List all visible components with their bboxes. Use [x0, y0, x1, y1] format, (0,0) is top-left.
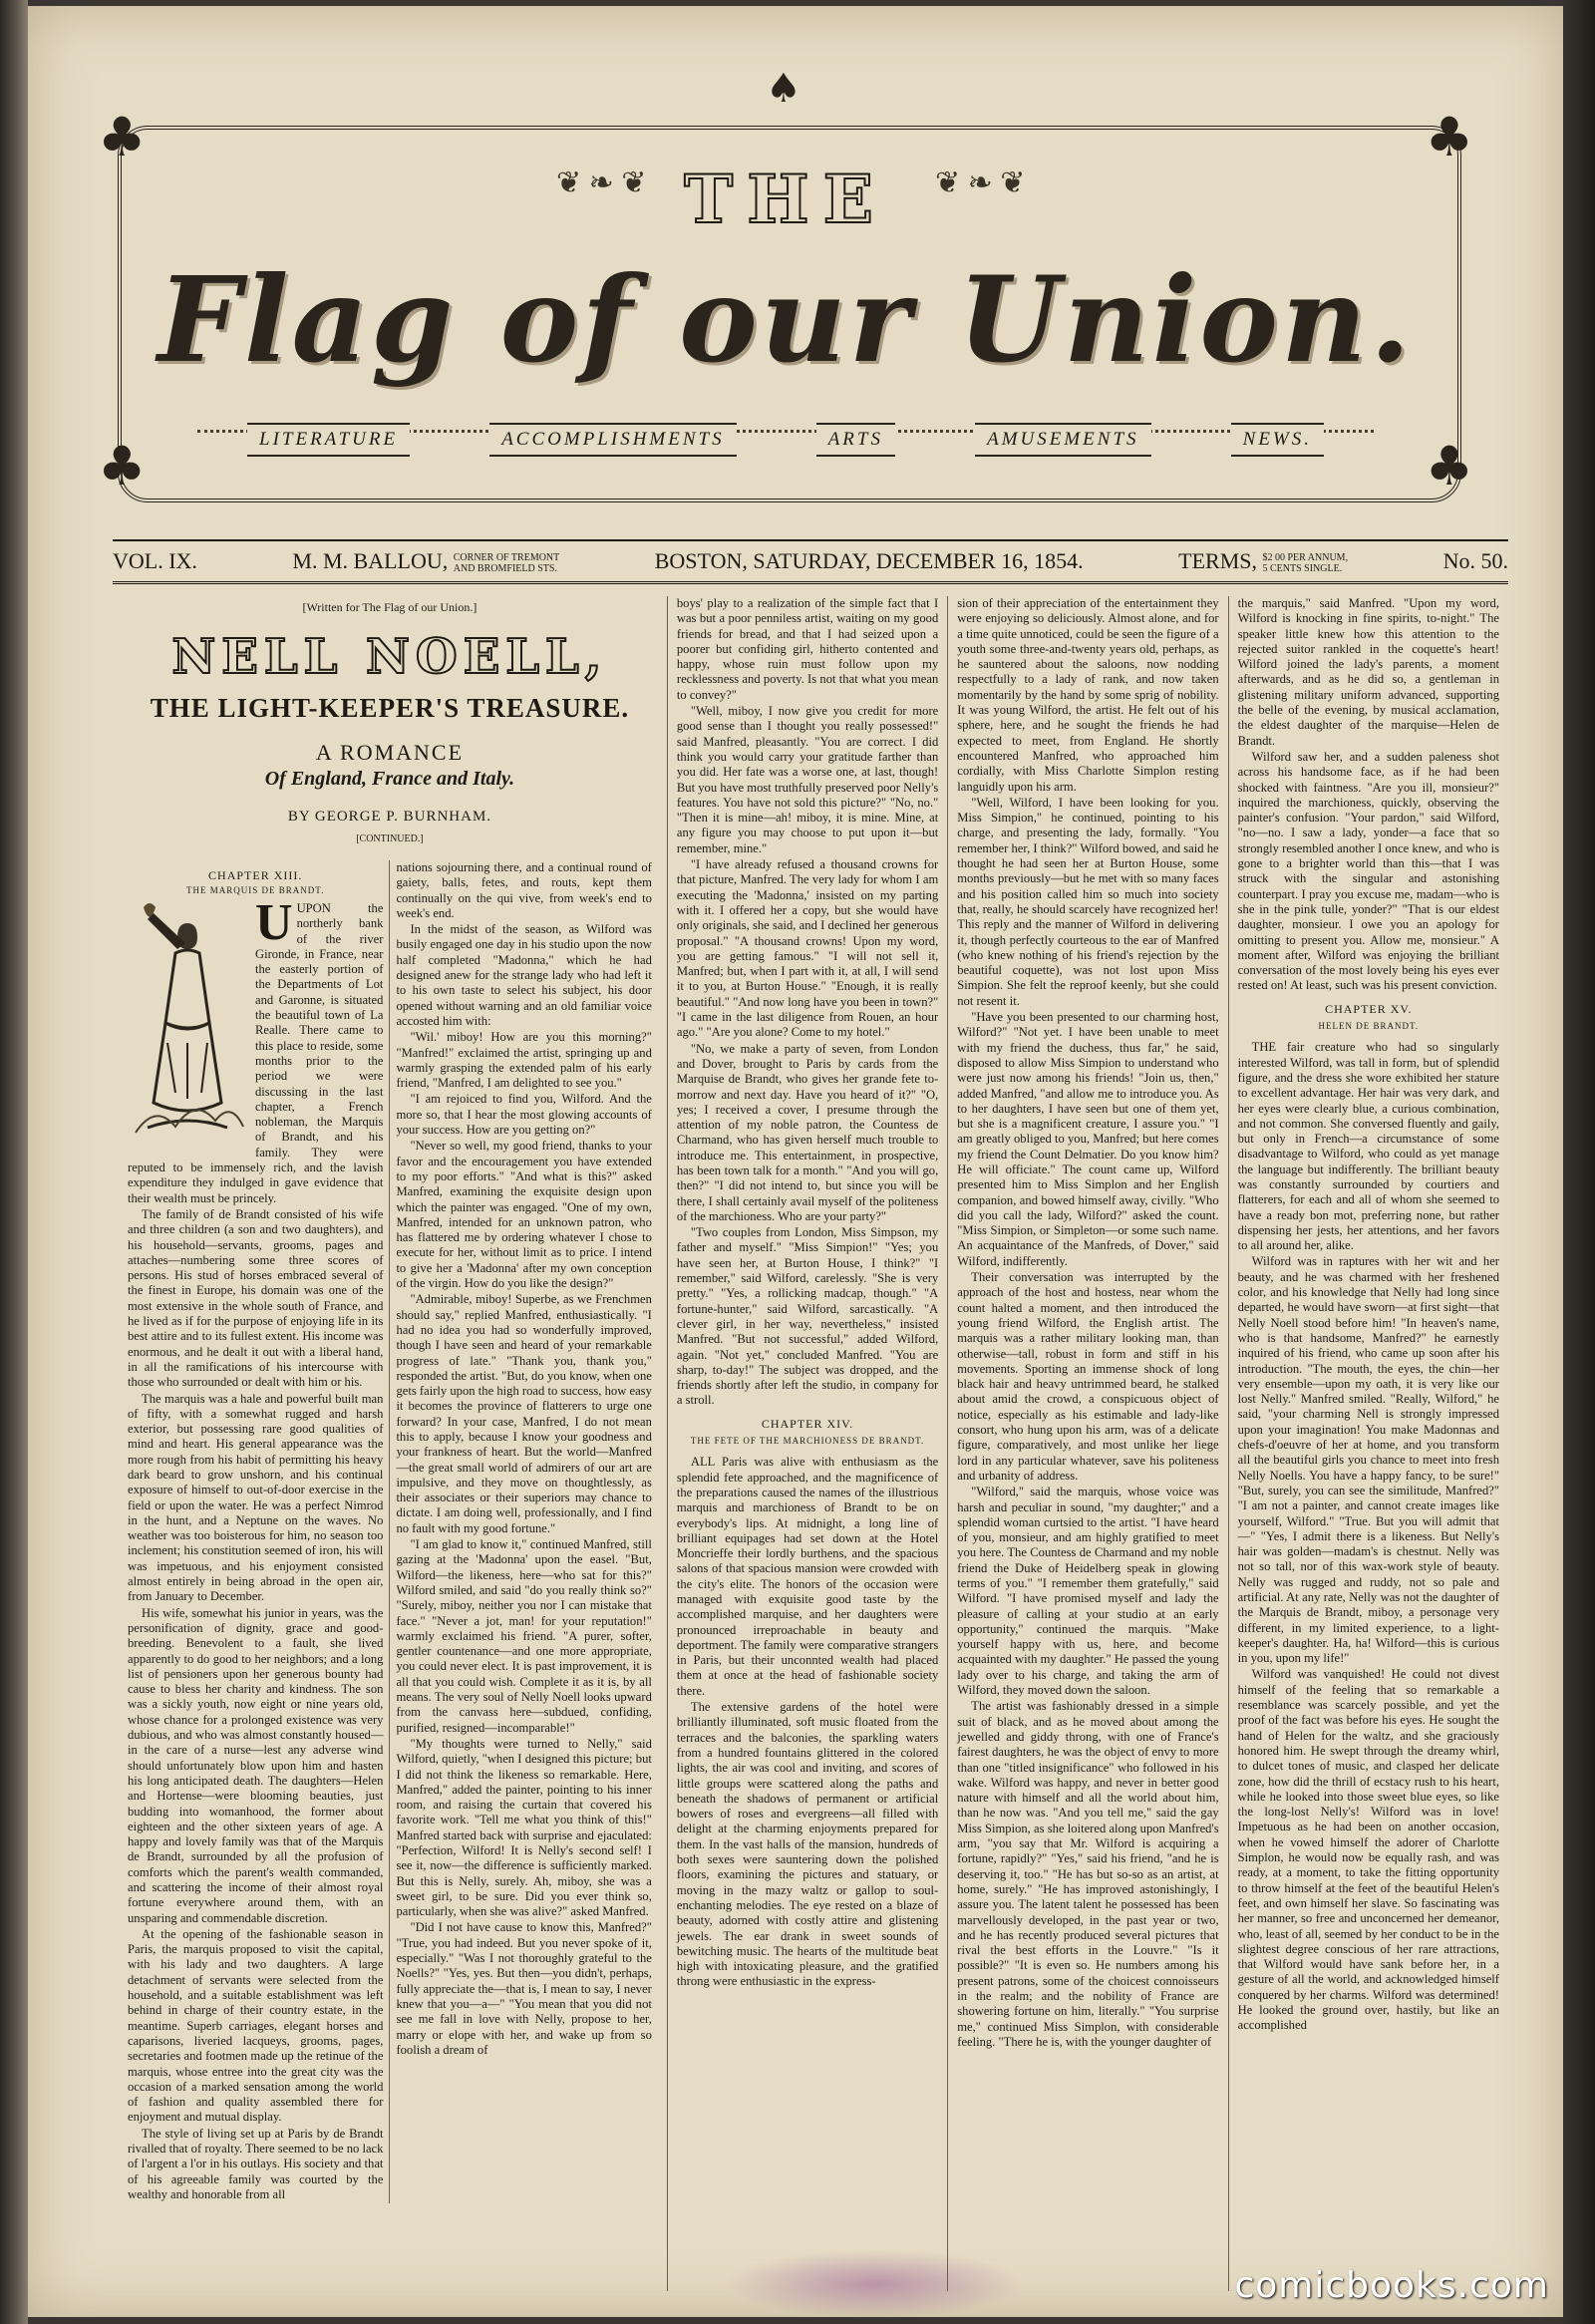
column-3: [667, 596, 947, 2291]
clover-ornament-icon: ♣: [1425, 106, 1473, 168]
paragraph: "No, we make a party of seven, from London and Dover, brought to Paris by cards from the Marquise de Brandt, who gives her grande fete to-morrow and next day. Have you heard of it?" "O, yes; I received a cover, I presume through the attention of my noble patron, the Countess de Charmand, who has given herself much trouble to introduce me. This entertainment, in prospective, has been town talk for a month." "And you will go, then?" "I did not intend to, but since you will be there, I shall certainly avail myself of the politeness of the marchioness. Who are your party?": [676, 1041, 939, 1223]
drop-cap: U: [255, 894, 293, 951]
volume-number: VOL. IX.: [113, 548, 197, 573]
issue-info-bar: [113, 539, 1508, 584]
paragraph: the marquis," said Manfred. "Upon my word, Wilford is knocking in fine spirits, to-night." The speaker little knew how this attention to the rejected suitor rankled in the coquette's heart! Wilford joined the lady's parents, a moment afterwards, and as he did so, a gentleman in glistening military uniform advanced, supporting the belle of the evening, by musical acclamation, the eldest daughter of the marquise—Helen de Brandt.: [1237, 596, 1499, 748]
page-edge: [1563, 0, 1595, 2324]
publisher-address: CORNER OF TREMONT AND BROMFIELD STS.: [453, 551, 560, 574]
terms: TERMS, $2 00 PER ANNUM, 5 CENTS SINGLE.: [1178, 548, 1349, 574]
ink-stain: [726, 2249, 1025, 2317]
column-text: [396, 860, 651, 2058]
paragraph: The marquis was a hale and powerful built man of fifty, with a somewhat rugged and harsh exterior, but possessing rare good qualities of mind and heart. His general appearance was the more rough from his habit of permitting his heavy dark beard to grow unshorn, and his continual exposure of himself to out-of-door exercise in the field or upon the water. He was a perfect Nimrod in the hunt, and a Neptune on the waves. No weather was too boisterous for him, no season too inclement; his constitution seemed of iron, his will was impetuous, and his enjoyment consisted almost entirely in being abroad in the open air, from January to December.: [128, 1391, 384, 1604]
paragraph: "I have already refused a thousand crowns for that picture, Manfred. The very lady for whom I am executing the 'Madonna,' insisted on my parting with it. I offered her a copy, but she would have only originals, she said, and I declined her generous proposal." "A thousand crowns! Upon my word, you are getting famous." "I will not sell it, Manfred; but, when I part with it, at all, I will send it to you, at Burton House." "Enough, it is really beautiful." "And now long have you been in town?" "I came in the last diligence from Rouen, an hour ago." "Are you alone? Come to my hotel.": [676, 857, 939, 1040]
paragraph: sion of their appreciation of the entertainment they were enjoying so deliciously. Almost alone, and for a time quite unnoticed, could be seen the figure of a youth some three-and-twenty years old, perhaps, as he sauntered about the saloons, now nodding respectfully to a lady of rank, and now taken momentarily by the hand by some sprig of nobility. It was young Wilford, the artist. He felt out of his sphere, here, and he sought the friends he had expected to meet, from England. He shortly encountered Manfred, who approached him cordially, with Miss Charlotte Simplon resting languidly upon his arm.: [957, 596, 1219, 794]
story-title: NELL NOELL,: [171, 629, 608, 685]
story-split-columns: [122, 860, 658, 2203]
paragraph: "Two couples from London, Miss Simpson, my father and myself." "Miss Simpion!" "Yes; you have seen her, at Burton House, I think?" "I remember," said Wilford, carelessly. "She is very pretty." "Yes, a rollicking madcap, though." "A fortune-hunter," said Wilford, sarcastically. "A clever girl, in her way, nevertheless," insisted Manfred. "But not successful," added Wilford, again. "Not yet," concluded Manfred. "You are sharp, to-day!" The subject was dropped, and the friends shortly after left the studio, in company for a stroll.: [676, 1225, 939, 1408]
chapter-heading: CHAPTER XV.: [1325, 1001, 1413, 1016]
watermark: comicbooks.com: [1234, 2265, 1549, 2306]
column-text: [1238, 596, 1499, 2034]
paragraph: In the midst of the season, as Wilford was busily engaged one day in his studio upon the now half completed "Madonna," which he had designed anew for the strange lady who had left it to his own taste to select his subject, his door opened without warning and an old familiar voice accosted him with:: [396, 922, 652, 1028]
clover-ornament-icon: ♣: [1425, 435, 1473, 498]
paragraph: His wife, somewhat his junior in years, was the personification of dignity, grace and good-breeding. Benevolent to a fault, she lived apparently to do good to her neighbors; and a long list of pensioners upon her generous bounty had cause to bless her charity and kindness. The son was a sickly youth, now eight or nine years old, whose chance for a prolonged existence was very dubious, and who was almost constantly housed—in the care of a nurse—lest any adverse wind should unfortunately blow upon him and hasten his long anticipated death. The daughters—Helen and Hortense—were blooming beauties, just budding into womanhood, the former about eighteen and the other sixteen years of age. A happy and lovely family was that of the Marquis de Brandt, surrounded by all the profusion of comforts which the parent's wealth commanded, and scattering the income of their almost royal fortune everywhere around them, with an unsparing and commendable discretion.: [128, 1605, 384, 1925]
paragraph: "Well, Wilford, I have been looking for you. Miss Simpion," he continued, pointing to his charge, and presenting the lady, formally. "You remember her, I think?" Wilford bowed, and said he thought he had seen her at Burton House, some months previously—but he met with so many faces and his position called him so much into society that, really, he should scarcely have recognized her! This reply and the manner of Wilford in delivering it, though perfectly courteous to the ear of Manfred (who knew nothing of his friend's rejection by the beautiful coquette), was not lost upon Miss Simpion. She felt the reproof keenly, but she could not resent it.: [957, 795, 1219, 1008]
paragraph: The family of de Brandt consisted of his wife and three children (a son and two daughters), and his household—servants, grooms, pages and attaches—numbering some three scores of persons. His stud of horses embraced several of the finest in Europe, his domain was one of the most extensive in the whole south of France, and he lived as if for the purpose of enjoying life in its best attire and to its fullest extent. His income was enormous, and he dealt it out with a liberal hand, in all the ramifications of his intercourse with those who surrounded or dealt with him or his.: [128, 1206, 384, 1390]
column-1-2: [113, 596, 667, 2291]
paragraph: THE fair creature who had so singularly interested Wilford, was tall in form, but of splendid figure, and the dress she wore exhibited her stature to excellent advantage. Her hair was very dark, and her eyes were clearly blue, a curious combination, and not common. She conversed fluently and gaily, but only in French—a circumstance of some disadvantage to Wilford, who could as yet manage the language but indifferently. The brilliant beauty was constantly surrounded by courtiers and flatterers, for each and all of whom she seemed to have a ready bon mot, preferring none, but rather dispensing her jests, her attentions, and her favors to all around her, alike.: [1237, 1040, 1499, 1253]
paragraph: "Well, miboy, I now give you credit for more good sense than I thought you really possessed!" said Manfred, pleasantly. "You are correct. I did think you would carry your gratitude farther than you did. Her fate was a worse one, at last, though! But you have most truthfully preserved poor Nelly's features. You have not sold this picture?" "No, no." "Then it is mine—ah! miboy, it is mine. Mine, at any figure you may choose to put upon it—but remember, mine.": [676, 704, 939, 855]
chapter-heading: CHAPTER XIV.: [761, 1416, 854, 1431]
byline: BY GEORGE P. BURNHAM.: [287, 809, 492, 825]
masthead-the: THE: [684, 161, 887, 238]
publisher: M. M. BALLOU, CORNER OF TREMONT AND BROMFIELD STS.: [292, 548, 560, 574]
story-setting: Of England, France and Italy.: [264, 768, 515, 790]
paragraph: "Wil.' miboy! How are you this morning?" "Manfred!" exclaimed the artist, springing up and warmly grasping the extended palm of his early friend, "Manfred, I am delighted to see you.": [396, 1030, 652, 1091]
ribbon-word: ACCOMPLISHMENTS: [489, 423, 736, 457]
chapter-subheading: THE FETE OF THE MARCHIONESS DE BRANDT.: [690, 1436, 925, 1447]
column-1: [122, 860, 389, 2203]
paragraph: "Did I not have cause to know this, Manfred?" "True, you had indeed. But you never spoke of it, especially." "Was I not thoroughly grateful to the Noells?" "Yes, yes. But then—you didn't, perhaps, fully appreciate the—that is, I mean to say, I never knew that you—a—" "You mean that you did not see me fall in love with Nelly, propose to her, marry or elope with her, and wake up from so foolish a dream of: [396, 1920, 652, 2057]
paragraph: The extensive gardens of the hotel were brilliantly illuminated, soft music floated from the terraces and the balconies, the sparkling waters from a hundred fountains glittered in the colored lights, the air was cool and inviting, and scores of little groups were scattered along the paths and beneath the shadows of permanent or artificial bowers of roses and evergreens—all filled with delight at the charming enjoyments prepared for them. In the vast halls of the mansion, hundreds of both sexes were sauntering down the polished floors, examining the pictures and statuary, or moving in the mazy waltz or gallop to soul-enchanting melodies. The eye rested on a blaze of beauty, adorned with costly attire and glistening jewels. The ear drank in sweet sounds of bewitching music. The hearts of the multitude beat high with intoxicating pleasure, and the gratified throng were enthusiastic in the express-: [676, 1700, 939, 1989]
laurel-left-icon: ❦ ❧ ❦: [556, 166, 647, 199]
column-text: [957, 596, 1218, 2050]
paragraph: nations sojourning there, and a continual round of gaiety, balls, fetes, and routs, kept them continually on the qui vive, from week's end to week's end.: [396, 860, 652, 920]
ribbon-word: AMUSEMENTS: [975, 423, 1150, 457]
article-columns: [113, 596, 1508, 2291]
column-4: [947, 596, 1227, 2291]
laurel-right-icon: ❦ ❧ ❦: [935, 166, 1026, 199]
paragraph: The style of living set up at Paris by de Brandt rivalled that of royalty. There seemed to be no lack of l'argent a l'or in his outlays. His society and that of his agreeable family was courted by the wealthy and honorable from all: [128, 2126, 384, 2201]
dateline: BOSTON, SATURDAY, DECEMBER 16, 1854.: [654, 548, 1084, 573]
column-text: [128, 894, 384, 2202]
paragraph: Their conversation was interrupted by the approach of the host and hostess, near whom the count halted a moment, and then introduced the young friend Wilford, the English artist. The marquis was a rather military looking man, than otherwise—tall, robust in form and stiff in his movements. Sporting an immense shock of long black hair and heavy untrimmed beard, he stalked about amid the crowd, a conspicuous object of notice, especially as his estimable and lady-like consort, who hung upon his arm, was of a delicate figure, comparatively, and most unlike her liege lord in any particular whatever, save his politeness and urbanity of address.: [957, 1270, 1219, 1483]
clover-ornament-icon: ♣: [98, 435, 147, 498]
column-2: [389, 860, 657, 2203]
column-text: [677, 596, 938, 1990]
story-subtitle: THE LIGHT-KEEPER'S TREASURE.: [150, 693, 630, 723]
paragraph: Wilford saw her, and a sudden paleness shot across his handsome face, as if he had been shocked with faintness. "Are you ill, monsieur?" inquired the marchioness, quickly, observing the painter's confusion. "Your pardon," said Wilford, "no—no. I saw a lady, yonder—a face that so strongly resembled another I once knew, and who is gone to a brighter world than this—that I was struck with the singular and astonishing counterpart. I pray you excuse me, madam—who is she in the pink tulle, yonder?" "That is our eldest daughter, monsieur. I owe you an apology for omitting to present you. Allow me, monsieur." A moment after, Wilford was enjoying the brilliant conversation of the most lovely being his eyes ever rested on! At least, such was his present conviction.: [1237, 749, 1499, 993]
masthead-title: Flag of our Union.: [157, 250, 1415, 389]
woman-with-torch-illustration: [128, 903, 247, 1143]
clover-ornament-icon: ♣: [98, 106, 147, 168]
spade-ornament-icon: ♠: [766, 66, 801, 112]
ribbon-word: ARTS: [816, 423, 895, 457]
paragraph: Wilford was in raptures with her wit and her beauty, and he was charmed with her freshened color, and his knowledge that Nelly had long since departed, he would have sworn—at first sight—that Nelly Noell stood before him! "In heaven's name, who is that handsome, Manfred?" he earnestly inquired of his friend, who came up soon after his introduction. "The mouth, the eyes, the chin—her very ensemble—upon my oath, it is very like our lost Nelly." Manfred smiled. "Really, Wilford," he said, "your charming Nell is strongly impressed upon your imagination! You make Madonnas and chefs-d'oeuvre of her at home, and you transform all the beautiful girls you chance to meet into fresh Nelly Noells. You have a happy fancy, to be sure!" "But, surely, you can see the similitude, Manfred?" "I am not a painter, and cannot create images like yourself, Wilford." "True. But you will admit that—" "Yes, I admit there is a likeness. But Nelly's hair was golden—madam's is chestnut. Nelly was not so tall, nor of this wax-work style of beauty. Nelly was rugged and ruddy, not so pale and artificial. At any rate, Nelly was not the daughter of the Marquis de Brandt, miboy, a personage very different, in my limited experience, to a light-keeper's daughter. Ha, ha! Wilford—this is curious in you, upon my life!": [1237, 1254, 1499, 1666]
paragraph: "Wilford," said the marquis, whose voice was harsh and peculiar in sound, "my daughter;" and a splendid woman curtsied to the artist. "I have heard of you, monsieur, and am highly gratified to meet you here. The Countess de Charmand and my noble friend the Duke of Heidelberg speak in glowing terms of you." "I remember them gratefully," said Wilford. "I have promised myself and lady the pleasure of calling at your studio at an early opportunity," continued the marquis. "Make yourself happy with us, here, and become acquainted with my daughter." He passed the young lady over to his charge, and taking the arm of Wilford, they moved down the saloon.: [957, 1485, 1219, 1698]
chapter-subheading: HELEN DE BRANDT.: [1318, 1021, 1420, 1032]
written-for-note: [Written for The Flag of our Union.]: [302, 600, 478, 614]
paragraph: "My thoughts were turned to Nelly," said Wilford, quietly, "when I designed this picture; but I did not think the likeness so remarkable. Here, Manfred," added the painter, pointing to his inner room, and raising the curtain that covered his favorite work. "Tell me what you think of this!" Manfred started back with surprise and ejaculated: "Perfection, Wilford! It is Nelly's second self! I see it, now—the difference is sufficiently marked. But this is Nelly, surely. Ah, miboy, she was a sweet girl, to be sure. Did you ever think so, particularly, when she was alive?" asked Manfred.: [396, 1736, 652, 1919]
paragraph: UPON the northerly bank of the river Gironde, in France, near the easterly portion of the Departments of Lot and Garonne, is situated the beautiful town of La Realle. There came to this place to reside, some months prior to the period we were discussing in the last chapter, a French nobleman, the Marquis of Brandt, and his family. They were reputed to be immensely rich, and the lavish expenditure they indulged in gave evidence that their wealth must be princely.: [128, 901, 384, 1205]
column-5: [1228, 596, 1508, 2291]
ribbon-word: LITERATURE: [247, 423, 410, 457]
chapter-subheading: THE MARQUIS DE BRANDT.: [186, 885, 325, 895]
paragraph: "I am rejoiced to find you, Wilford. And the more so, that I hear the most glowing accounts of your success. How are you getting on?": [396, 1092, 652, 1138]
story-kind: A ROMANCE: [315, 740, 465, 765]
paragraph: ALL Paris was alive with enthusiasm as the splendid fete approached, and the magnificence of the preparations caused the names of the illustrious marquis and marchioness of Brandt to be on everybody's lips. At midnight, a long line of brilliant equipages had set down at the Hotel Moncrieffe their lordly burthens, and the spacious salons of that spacious mansion were crowded with the city's elite. The honors of the occasion were managed with exquisite good taste by the accomplished marquise, and her daughters were pronounced irreproachable in beauty and deportment. The family were comparative strangers in Paris, but their unconnted wealth had placed them at once at the head of fashionable society there.: [676, 1455, 939, 1698]
ribbon-word: NEWS.: [1231, 423, 1324, 457]
paragraph: "Admirable, miboy! Superbe, as we Frenchmen should say," replied Manfred, enthusiastically. "I had no idea you had so wonderfully improved, though I have seen and heard of your remarkable progress of late." "Thank you, thank you," responded the artist. "But, do you know, when one gets fairly upon the high road to success, how easy it becomes the province of flatterers to urge one forward? In your case, Manfred, I do not mean this to apply, because I know your goodness and your frankness of heart. But the world—Manfred—the great small world of admirers of our art are impulsive, and they move on thoughtlessly, as their associates or their superiors may chance to dictate. I am doing well, professionally, and I find no fault with my good fortune.": [396, 1292, 652, 1535]
newspaper-page: [28, 6, 1563, 2317]
paragraph: At the opening of the fashionable season in Paris, the marquis proposed to visit the capital, with his lady and two daughters. A large detachment of servants were selected from the household, and a suitable establishment was left behind in charge of their country estate, in the meantime. Superb carriages, elegant horses and caparisons, liveried lacqueys, grooms, pages, secretaries and footmen made up the retinue of the marquis, whose entree into the great city was the occasion of a marked sensation among the world of fashion and quality assembled there for enjoyment and mutual display.: [128, 1926, 384, 2125]
paragraph: The artist was fashionably dressed in a simple suit of black, and as he moved about among the jewelled and giddy throng, with one of France's fairest daughters, he was the object of envy to more than one "titled insignificance" who followed in his wake. Wilford was happy, and never in better good nature with himself and all the world about him, than he now was. "And you tell me," said the gay Miss Simpion, as she loitered along upon Manfred's arm, "you say that Mr. Wilford is acquiring a fortune, rapidly?" "Yes," said his friend, "and he is deserving it, too." "He has but so-so as an artist, at home, surely." "He has improved astonishingly, I assure you. The latent talent he possessed has been marvellously developed, in the past year or two, and he has recently produced several pictures that rival the best efforts in the Louvre." "Is it possible?" "It is even so. He numbers among his present patrons, some of the choicest connoisseurs in the realm; and the nobility of France are showering fortune on him, literally." "You surprise me," continued Miss Simplon, with considerable feeling. "There he is, with the younger daughter of: [957, 1699, 1219, 2049]
page-binding: [0, 0, 28, 2324]
paragraph: boys' play to a realization of the simple fact that I was but a poor penniless artist, waiting on my good friends for bread, and that I had seized upon a poorer but confiding girl, hitherto contented and happy, whose ruin must follow upon my recklessness and poverty. Is not that what you mean to convey?": [676, 596, 939, 702]
paragraph: "I am glad to know it," continued Manfred, still gazing at the 'Madonna' upon the easel. "But, Wilford—the likeness, here—who sat for this?" Wilford smiled, and said "do you really think so?" "Surely, miboy, neither you nor I can mistake that face." "Never a jot, man! for your reputation!" warmly exclaimed his friend. "A purer, softer, gentler countenance—and one more appropriate, you could never elect. It is past improvement, it is all that you could wish. Complete it as it is, by all means. The very soul of Nelly Noell looks upward from the canvass here—subdued, confiding, purified, resigned—incomparable!": [396, 1537, 652, 1735]
continued-note: [CONTINUED.]: [356, 833, 424, 844]
issue-number: No. 50.: [1442, 548, 1508, 573]
masthead-ribbon: [247, 405, 1324, 475]
terms-detail: $2 00 PER ANNUM, 5 CENTS SINGLE.: [1262, 551, 1349, 574]
chapter-heading: CHAPTER XIII.: [208, 868, 303, 882]
paragraph: Wilford was vanquished! He could not divest himself of the feeling that so remarkable a resemblance was scarcely possible, and yet the proof of the fact was before his eyes. He sought the hand of Helen for the waltz, and she graciously honored him. He swept through the dreamy whirl, to dulcet tones of music, and clasped her delicate zone, how did the thrill of ecstacy rush to his heart, while he looked into those sweet blue eyes, so like the long-lost Nelly's! Wilford was in love! Impetuous as he had been on another occasion, when he vowed himself the adorer of Charlotte Simplon, he would now be equally rash, and was ready, at a moment, to take the fitting opportunity to throw himself at the feet of the beautiful Helen's feet, and own himself her slave. So fascinating was her manner, so free and unconcerned her demeanor, who, least of all, seemed by her conduct to be in the slightest degree conscious of her rare attractions, that Wilford would have sank before her, in a gesture of all the world, and acknowledged himself conquered by her charms. Wilford was determined! He looked the ground over, hastily, but like an accomplished: [1237, 1667, 1499, 2033]
paragraph: "Have you been presented to our charming host, Wilford?" "Not yet. I have been unable to meet with my friend the duchess, thus far," he said, disposed to allow Miss Simpion to understand who were just now among his friends! "Join us, then," added Manfred, "and allow me to introduce you. As to her daughters, I have seen but one of them yet, but she is a magnificent creature, I assure you." "I am greatly obliged to you, Manfred; but here comes my friend the Count Delmatier. Do you know him? He will officiate." The count came up, Wilford presented him to Miss Simplon and her English companion, and bowed himself away, civilly. "Who did you call the lady, Wilford?" asked the count. "Miss Simpion, or Simpleton—or some such name. An acquaintance of the Manfreds, of Dover," said Wilford, indifferently.: [957, 1010, 1219, 1268]
masthead: [88, 66, 1483, 534]
paragraph: "Never so well, my good friend, thanks to your favor and the encouragement you have extended to my poor efforts." "And what is this?" asked Manfred, examining the exquisite design upon which the painter was engaged. "One of my own, Manfred, intended for an unknown patron, who has flattered me by ordering whatever I chose to execute for her, without limit as to price. I intend to give her a 'Madonna' after my own conception of the virgin. How do you like the design?": [396, 1139, 652, 1291]
